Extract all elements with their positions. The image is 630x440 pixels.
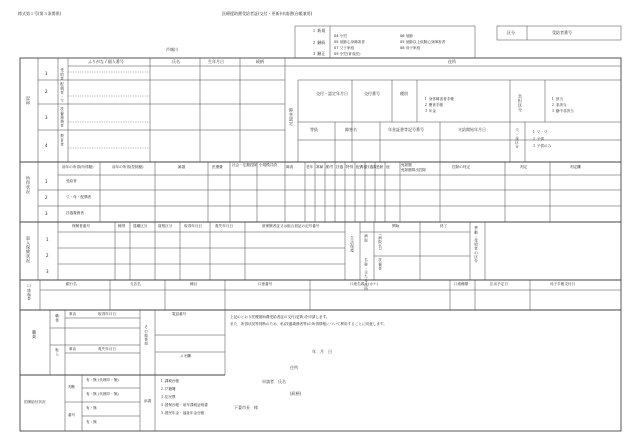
income-column: 医療費 — [212, 165, 223, 169]
attachment-item: ３.住民票 — [160, 395, 176, 399]
declaration-address: 住所 — [290, 365, 298, 370]
declaration-relation: (続柄) — [290, 391, 302, 396]
bank-column: 支店名 — [130, 282, 141, 286]
category-item: 09 小児(育成医) — [334, 52, 361, 56]
checks-row-label: 判断 — [68, 385, 76, 389]
attachment-item: ４.国保台帳・前年課税証明書 — [160, 403, 208, 407]
applicant-row-label: 受給者 — [60, 68, 65, 81]
checks-row-label: 番号 — [68, 413, 76, 417]
certificate-heading: 障害認定 — [289, 108, 294, 126]
applicant-row-number: 2 — [45, 89, 48, 94]
burden-item: ３ 継中非該当 — [551, 109, 574, 113]
issue-date-label: 交付・認定年月日 — [316, 91, 348, 96]
column-relation: 続柄 — [256, 59, 264, 64]
declaration-line: また、所得状況等判断のため、私(扶養義務者等)の所得情報について利用することに同意します。 — [230, 322, 387, 326]
attachment-item: ２.戸籍簿 — [160, 387, 176, 391]
insurance-side-label: 名称・主たる住所 — [364, 258, 369, 291]
checks-heading: 国保給付状況 — [24, 400, 46, 404]
income-row-number: 3 — [45, 211, 48, 216]
job-date-label: 取得年月日 — [98, 312, 116, 316]
category-continue: ２ 継続 — [312, 40, 326, 45]
checks-row: 有・無 (代理印・無) — [86, 378, 119, 382]
insurance-row-number: 2 — [46, 253, 49, 258]
declaration-line: 上記のとおり医療援助費受給者証の交付(更新)を申請します。 — [230, 315, 330, 319]
type-item: ３ 年金 — [424, 109, 436, 113]
income-column: 社会・定額控除 — [232, 163, 258, 167]
income-column: 前年の所得(控除額) — [112, 165, 144, 169]
attachments-heading: 添書 — [144, 399, 152, 403]
checks-row: 有・無 — [86, 406, 97, 410]
jobs-heading: 職業 — [32, 330, 37, 339]
form-title: 医療援助費受給者証(交付・更新)申請書(台帳兼用) — [222, 11, 313, 16]
income-column: 小規模共済 — [259, 163, 277, 167]
bank-column: 銀行名 — [66, 282, 77, 286]
income-column: 判定 — [520, 165, 528, 169]
insurance-side-label: 扶養者 — [378, 258, 383, 271]
income-column: 扶養数 — [366, 165, 377, 169]
insurance-column: 資格区分 — [158, 224, 173, 228]
income-column: 扶養 — [336, 165, 344, 169]
income-column: 免除額算出控除 — [401, 168, 427, 172]
category-item: 07 父子家庭 — [334, 46, 355, 50]
applicant-row-number: 4 — [45, 143, 48, 148]
job-reason-label: 事由 — [69, 312, 77, 316]
income-column: 雑損 — [178, 165, 186, 169]
insurance-heading: 加入保険状況 — [26, 236, 31, 263]
issue-number-label: 交付番号 — [364, 91, 380, 96]
income-column: 障害 — [286, 165, 294, 169]
type-item: ２ 療育手帳 — [424, 103, 444, 107]
income-column: 勤労 — [326, 165, 334, 169]
insurance-column: 保険者番号 — [72, 224, 90, 228]
insurance-column: 取得年月日 — [184, 224, 202, 228]
family-label: 父・母区分 — [515, 128, 520, 149]
applicant-row-number: 3 — [45, 115, 48, 120]
income-column: 前年の所得(所得額) — [62, 165, 94, 169]
attachment-item: １.課税台帳 — [160, 379, 180, 383]
bank-column: 種目 — [190, 282, 198, 286]
job-row-label: 転入 — [55, 348, 60, 357]
insurance-side-label: 生活保護 — [350, 236, 355, 253]
category-new: １ 新規 — [312, 28, 326, 33]
category-ku-label: 区分 — [507, 30, 515, 35]
income-column: 老齢 — [376, 165, 384, 169]
type-item: １ 身体障害者手帳 — [424, 97, 454, 101]
burden-label: 負担区分 — [518, 94, 523, 112]
income-column: 免除額 — [401, 163, 412, 167]
bank-column: 払出予定日 — [490, 282, 508, 286]
insurance-note: 異動・受給者の区分 — [474, 226, 479, 263]
income-heading: 所得状況 — [26, 176, 31, 194]
burden-item: ２ 非該当 — [551, 103, 567, 107]
income-column: 特別 — [346, 165, 354, 169]
pension-number-label: 年金証書等記号番号 — [388, 127, 424, 132]
job-reason-label: 事由 — [69, 347, 77, 351]
column-dob: 生年月日 — [208, 59, 224, 64]
insurance-row-number: 3 — [46, 269, 49, 274]
insurance-column: 被保険者証又は組合員証の記号番号 — [262, 224, 320, 228]
recipient-number-label: 受給者番号 — [552, 30, 572, 35]
type-label: 種別 — [400, 91, 408, 96]
declaration-applicant: 申請者 氏名 — [262, 379, 286, 384]
income-column: 控除の判定 — [452, 165, 470, 169]
category-item: 05 低肺以上低肺心身障害者 — [400, 40, 446, 44]
insurance-column: 終了 — [440, 224, 448, 228]
income-row-label: 扶養義務者 — [66, 211, 84, 215]
grade-label: 等級 — [310, 127, 318, 132]
applicant-row-label: 配偶者・父 — [60, 82, 65, 103]
job-date-label: 喪失年月日 — [98, 347, 116, 351]
applicant-section-heading: 記録 — [26, 96, 31, 105]
insurance-row-number: 1 — [46, 237, 49, 242]
attachment-item: ５.国民年金・福祉年金台帳 — [160, 411, 205, 415]
memo-label: メモ欄 — [180, 354, 191, 358]
category-correct: ３ 継正 — [312, 51, 326, 56]
income-row-number: 1 — [45, 179, 48, 184]
disability-name-label: 障害名 — [345, 127, 357, 132]
job-row-label: 職業 — [55, 314, 60, 323]
column-name: 氏名 — [172, 59, 180, 64]
income-row-label: 父・母・配偶者 — [66, 195, 92, 199]
insurance-side-label: (病院名) — [378, 234, 383, 251]
checks-row: 有・無 (代理印・無) — [86, 392, 119, 396]
family-item: １ 父・父 — [532, 130, 548, 134]
category-item: 04 小児 — [334, 34, 347, 38]
bank-column: 口座種類 — [454, 282, 469, 286]
checks-row: 有・無 — [86, 420, 97, 424]
bank-column: 口座番号 — [258, 282, 273, 286]
income-row-number: 2 — [45, 195, 48, 200]
applicant-row-number: 1 — [45, 71, 48, 76]
income-column: 寡婦 — [316, 165, 324, 169]
insurance-column: 開始 — [392, 224, 400, 228]
contact-note: その他事項 — [144, 325, 149, 346]
family-item: ２ 子供 — [532, 137, 544, 141]
city-name: 芦城川 — [166, 47, 178, 52]
income-row-label: 受給者 — [66, 179, 77, 183]
insurance-column: 退職区分 — [133, 224, 148, 228]
form-number: 様式第１号(第３条関係) — [18, 11, 62, 16]
pension-start-label: 支給開始年月日 — [458, 127, 486, 132]
bank-column: 母子手帳交付日 — [550, 282, 576, 286]
income-column: 老年 — [306, 165, 314, 169]
family-item: ３ 子供のみ — [532, 144, 552, 148]
applicant-row-label: 扶養義務者 — [60, 107, 65, 128]
bank-column: 口座名義人(カナ) — [350, 282, 378, 286]
declaration-date: 年 月 日 — [312, 349, 332, 354]
category-item: 06 低肺 — [400, 34, 413, 38]
income-column: 配偶者 — [356, 165, 367, 169]
income-column: 他 — [386, 165, 390, 169]
income-column: 判定欄 — [570, 165, 581, 169]
insurance-column: 喪失年月日 — [215, 224, 233, 228]
insurance-side-label: 病院 — [364, 234, 369, 243]
burden-item: １ 該当 — [551, 97, 563, 101]
applicant-row-label: 教育者 — [60, 134, 65, 147]
category-item: 05 低肺心身障害者 — [334, 40, 365, 44]
column-address: 住所 — [448, 59, 456, 64]
contact-label: 電話番号 — [172, 312, 187, 316]
bank-heading: 口座振替 — [27, 284, 32, 301]
category-item: 08 母子家庭 — [400, 46, 421, 50]
column-kana: ふりがな / 個人番号 — [88, 59, 124, 64]
insurance-column: 種別 — [118, 224, 126, 228]
declaration-mayor: 下妻市長 様 — [234, 405, 258, 410]
